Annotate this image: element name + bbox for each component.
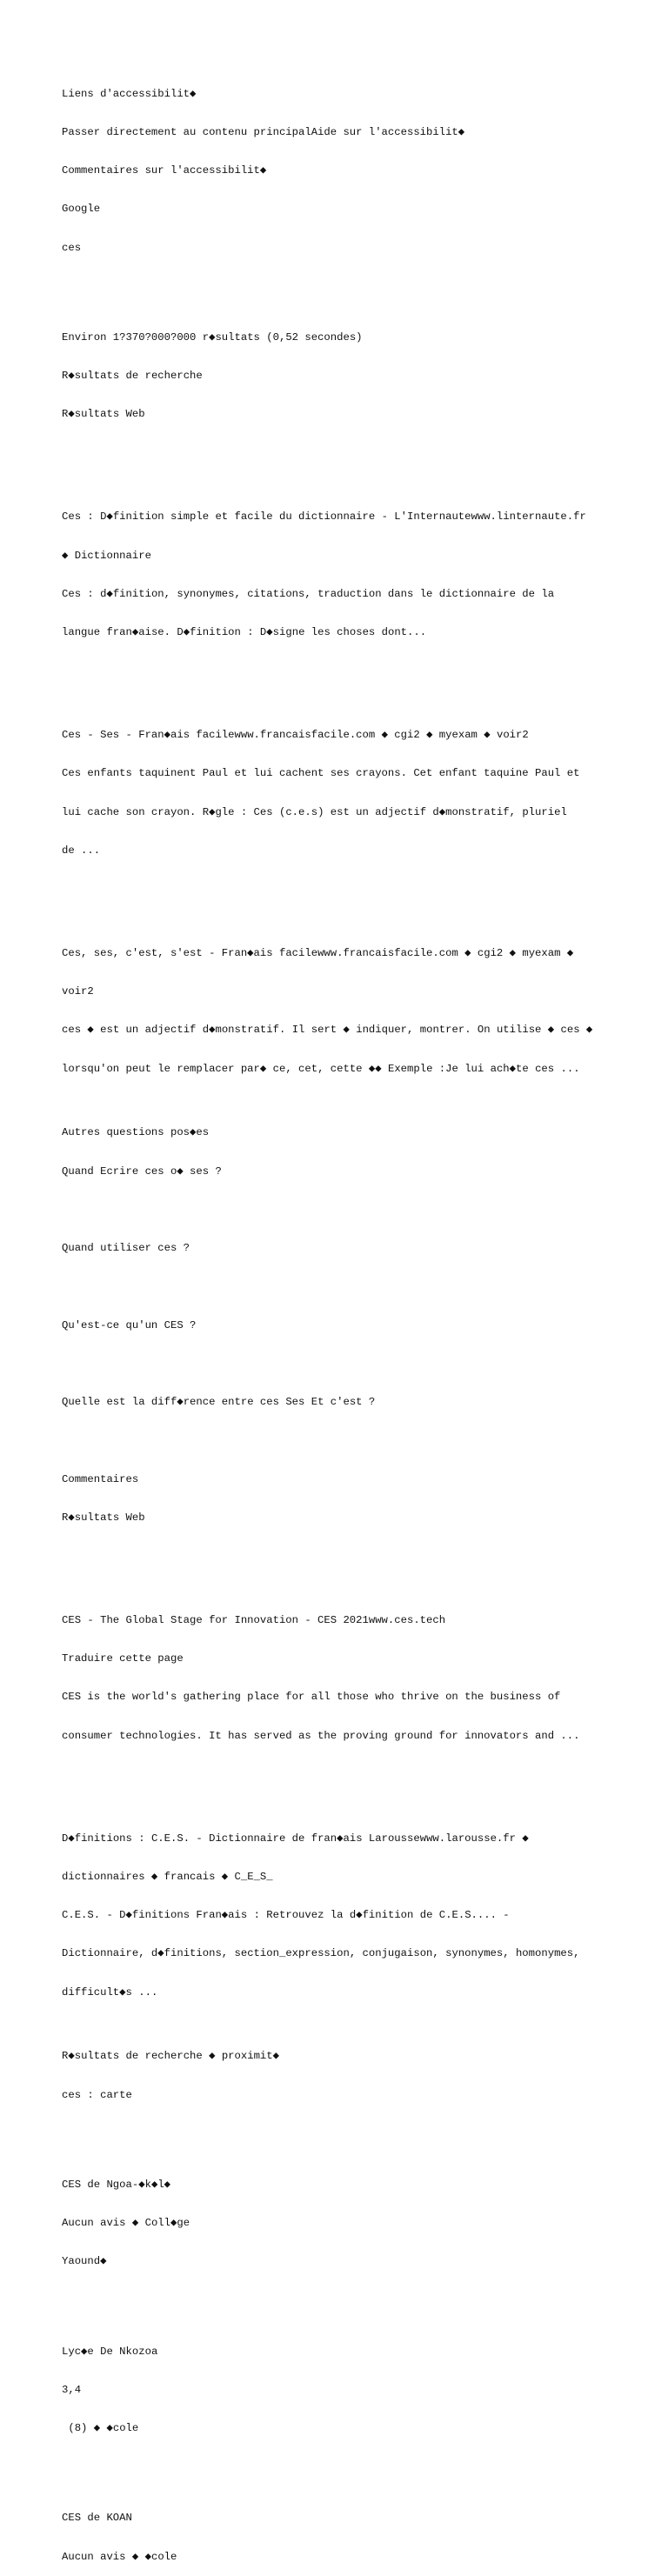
- web-results-heading: R◆sultats Web: [62, 1511, 145, 1524]
- result-snippet: Ces : d◆finition, synonymes, citations, traduction dans le dictionnaire de la: [62, 587, 555, 600]
- spacer: [62, 1280, 618, 1293]
- place-name[interactable]: CES de KOAN: [62, 2512, 132, 2525]
- result-title[interactable]: D◆finitions : C.E.S. - Dictionnaire de fran◆ais Laroussewww.larousse.fr ◆: [62, 1832, 529, 1845]
- result-title[interactable]: CES - The Global Stage for Innovation - CES 2021www.ces.tech: [62, 1613, 446, 1626]
- search-results-document: [62, 62, 618, 2576]
- place-name[interactable]: CES de Ngoa-◆k◆l◆: [62, 2178, 171, 2191]
- related-question[interactable]: Quelle est la diff◆rence entre ces Ses Et c'est ?: [62, 1396, 376, 1408]
- skip-links[interactable]: Passer directement au contenu principalAide sur l'accessibilit◆: [62, 125, 465, 138]
- result-count: Environ 1?370?000?000 r◆sultats (0,52 secondes): [62, 330, 363, 344]
- result-snippet: lui cache son crayon. R◆gle : Ces (c.e.s) est un adjectif d◆monstratif, pluriel: [62, 805, 567, 818]
- related-question[interactable]: Qu'est-ce qu'un CES ?: [62, 1318, 197, 1331]
- place-detail: Aucun avis ◆ ◆cole: [62, 2550, 177, 2563]
- result-snippet: CES is the world's gathering place for all those who thrive on the business of: [62, 1691, 561, 1704]
- place-name[interactable]: Lyc◆e De Nkozoa: [62, 2345, 158, 2358]
- related-questions-heading: Autres questions pos◆es: [62, 1126, 210, 1139]
- result-snippet: de ...: [62, 844, 101, 857]
- place-detail: Aucun avis ◆ Coll◆ge: [62, 2217, 190, 2229]
- result-breadcrumb[interactable]: voir2: [62, 985, 94, 998]
- translate-link[interactable]: Traduire cette page: [62, 1652, 184, 1665]
- result-snippet: difficult◆s ...: [62, 1985, 158, 1999]
- accessibility-links-heading: Liens d'accessibilit◆: [62, 87, 197, 100]
- place-rating: 3,4: [62, 2383, 82, 2396]
- spacer: [62, 1768, 618, 1781]
- result-title[interactable]: Ces, ses, c'est, s'est - Fran◆ais facilewww.francaisfacile.com ◆ cgi2 ◆ myexam ◆: [62, 946, 574, 959]
- google-logo[interactable]: Google: [62, 203, 101, 216]
- related-question[interactable]: Quand Ecrire ces o◆ ses ?: [62, 1165, 222, 1178]
- result-snippet: Ces enfants taquinent Paul et lui cachent ses crayons. Cet enfant taquine Paul et: [62, 767, 580, 780]
- result-snippet: Dictionnaire, d◆finitions, section_expression, conjugaison, synonymes, homonymes,: [62, 1947, 580, 1960]
- result-breadcrumb[interactable]: ◆ Dictionnaire: [62, 549, 151, 562]
- spacer: [62, 280, 618, 293]
- feedback-link[interactable]: Commentaires: [62, 1472, 139, 1485]
- spacer: [62, 1434, 618, 1447]
- web-results-heading: R◆sultats Web: [62, 408, 145, 421]
- spacer: [62, 1204, 618, 1217]
- related-question[interactable]: Quand utiliser ces ?: [62, 1242, 190, 1254]
- search-results-heading: R◆sultats de recherche: [62, 370, 203, 382]
- result-snippet: C.E.S. - D◆finitions Fran◆ais : Retrouvez la d◆finition de C.E.S.... -: [62, 1909, 510, 1921]
- result-snippet: ces ◆ est un adjectif d◆monstratif. Il sert ◆ indiquer, montrer. On utilise ◆ ces ◆: [62, 1024, 593, 1037]
- spacer: [62, 2294, 618, 2307]
- spacer: [62, 1358, 618, 1371]
- result-title[interactable]: Ces - Ses - Fran◆ais facilewww.francaisfacile.com ◆ cgi2 ◆ myexam ◆ voir2: [62, 729, 529, 741]
- result-breadcrumb[interactable]: dictionnaires ◆ francais ◆ C_E_S_: [62, 1870, 273, 1883]
- spacer: [62, 664, 618, 677]
- spacer: [62, 447, 618, 460]
- accessibility-feedback-link[interactable]: Commentaires sur l'accessibilit◆: [62, 164, 267, 177]
- result-snippet: consumer technologies. It has served as the proving ground for innovators and ...: [62, 1729, 580, 1742]
- spacer: [62, 2127, 618, 2140]
- spacer: [62, 1550, 618, 1563]
- spacer: [62, 2460, 618, 2473]
- map-link[interactable]: ces : carte: [62, 2088, 132, 2101]
- result-snippet: langue fran◆aise. D◆finition : D◆signe les choses dont...: [62, 626, 427, 638]
- place-detail: Yaound◆: [62, 2255, 107, 2268]
- place-detail: (8) ◆ ◆cole: [62, 2422, 139, 2434]
- result-snippet: lorsqu'on peut le remplacer par◆ ce, cet, cette ◆◆ Exemple :Je lui ach◆te ces ...: [62, 1062, 580, 1075]
- local-results-heading: R◆sultats de recherche ◆ proximit◆: [62, 2050, 280, 2063]
- result-title[interactable]: Ces : D◆finition simple et facile du dictionnaire - L'Internautewww.linternaute.fr: [62, 511, 586, 524]
- search-query[interactable]: ces: [62, 241, 82, 254]
- spacer: [62, 883, 618, 896]
